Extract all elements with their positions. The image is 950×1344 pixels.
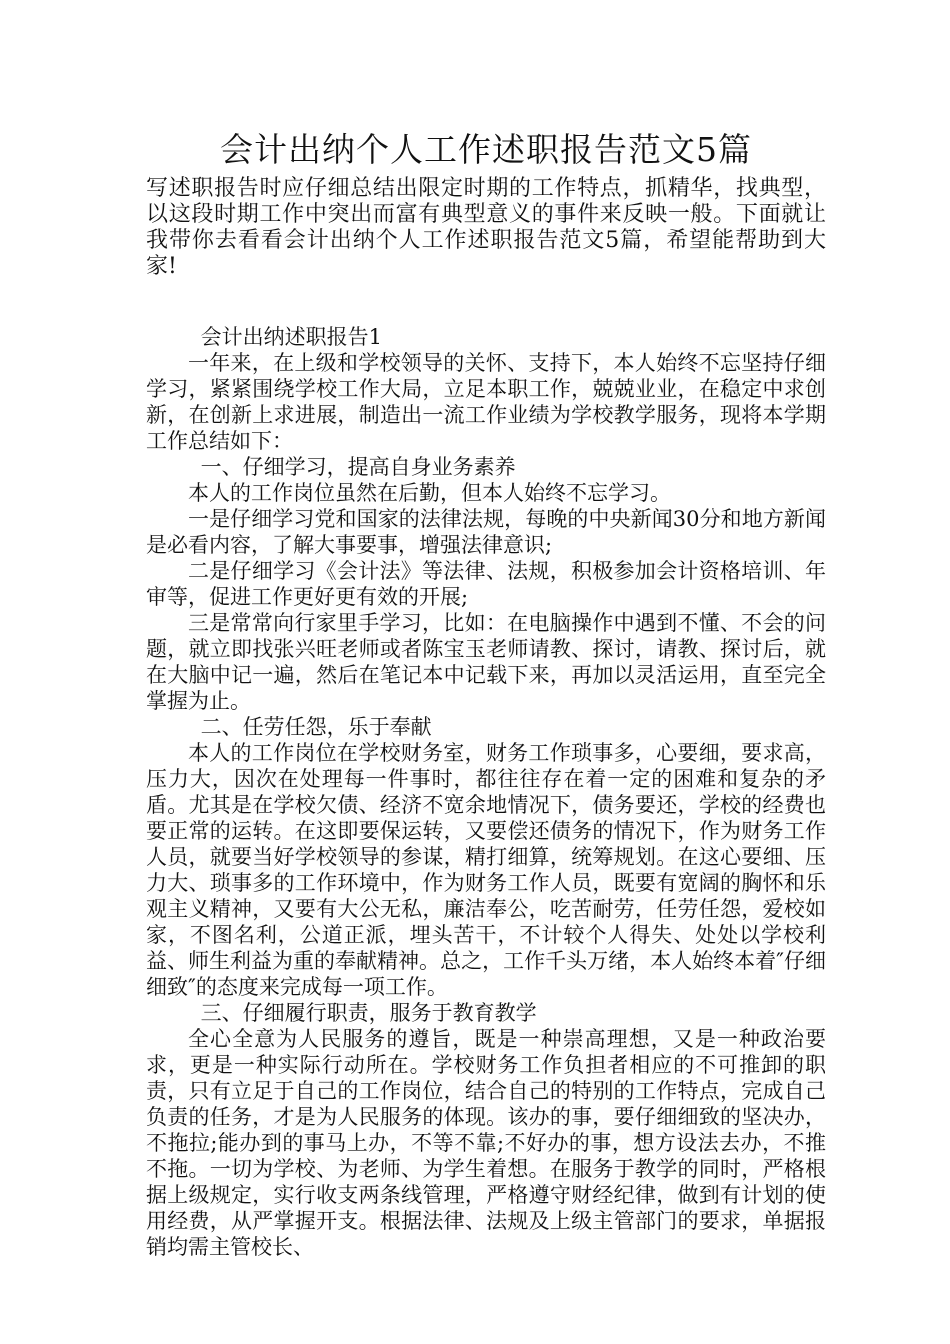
document-page bbox=[146, 130, 826, 1260]
body-paragraph: 本人的工作岗位虽然在后勤，但本人始终不忘学习。 bbox=[188, 481, 671, 505]
section-heading: 二、任劳任怨，乐于奉献 bbox=[200, 715, 432, 739]
section-heading: 一、仔细学习，提高自身业务素养 bbox=[200, 455, 516, 479]
body-paragraph: 全心全意为人民服务的遵旨，既是一种崇高理想，又是一种政治要求，更是一种实际行动所在。学校财务工作负担者相应的不可推卸的职责，只有立足于自己的工作岗位，结合自己的特别的工作特点，完成自己负责的任务，才是为人民服务的体现。该办的事，要仔细细致的坚决办，不拖拉;能办到的事马上办，不等不靠;不好办的事，想方设法去办，不推不拖。一切为学校、为老师、为学生着想。在服务于教学的同时，严格根据上级规定，实行收支两条线管理，严格遵守财经纪律，做到有计划的使用经费，从严掌握开支。根据法律、法规及上级主管部门的要求，单据报销均需主管校长、 bbox=[146, 1027, 826, 1259]
body-paragraph: 一是仔细学习党和国家的法律法规，每晚的中央新闻30分和地方新闻是必看内容，了解大事要事，增强法律意识; bbox=[146, 507, 826, 557]
intro-paragraph: 写述职报告时应仔细总结出限定时期的工作特点，抓精华，找典型，以这段时期工作中突出而富有典型意义的事件来反映一般。下面就让我带你去看看会计出纳个人工作述职报告范文5篇，希望能帮助到大家! bbox=[146, 176, 826, 279]
document-title: 会计出纳个人工作述职报告范文5篇 bbox=[220, 130, 752, 169]
body-paragraph: 三是常常向行家里手学习，比如：在电脑操作中遇到不懂、不会的问题，就立即找张兴旺老师或者陈宝玉老师请教、探讨，请教、探讨后，就在大脑中记一遍，然后在笔记本中记载下来，再加以灵活运用，直至完全掌握为止。 bbox=[146, 611, 826, 713]
blank-line bbox=[146, 280, 826, 324]
body-paragraph: 本人的工作岗位在学校财务室，财务工作琐事多，心要细，要求高，压力大，因次在处理每一件事时，都往往存在着一定的困难和复杂的矛盾。尤其是在学校欠债、经济不宽余地情况下，债务要还，学校的经费也要正常的运转。在这即要保运转，又要偿还债务的情况下，作为财务工作人员，就要当好学校领导的参谋，精打细算，统筹规划。在这心要细、压力大、琐事多的工作环境中，作为财务工作人员，既要有宽阔的胸怀和乐观主义精神，又要有大公无私，廉洁奉公，吃苦耐劳，任劳任怨，爱校如家，不图名利，公道正派，埋头苦干，不计较个人得失、处处以学校利益、师生利益为重的奉献精神。总之，工作千头万绪，本人始终本着″仔细细致″的态度来完成每一项工作。 bbox=[146, 741, 826, 999]
section-heading: 三、仔细履行职责，服务于教育教学 bbox=[200, 1001, 537, 1025]
body-paragraph: 一年来，在上级和学校领导的关怀、支持下，本人始终不忘坚持仔细学习，紧紧围绕学校工作大局，立足本职工作，兢兢业业，在稳定中求创新，在创新上求进展，制造出一流工作业绩为学校教学服务，现将本学期工作总结如下： bbox=[146, 351, 826, 453]
body-paragraph: 二是仔细学习《会计法》等法律、法规，积极参加会计资格培训、年审等，促进工作更好更有效的开展; bbox=[146, 559, 826, 609]
report-heading: 会计出纳述职报告1 bbox=[200, 325, 382, 349]
